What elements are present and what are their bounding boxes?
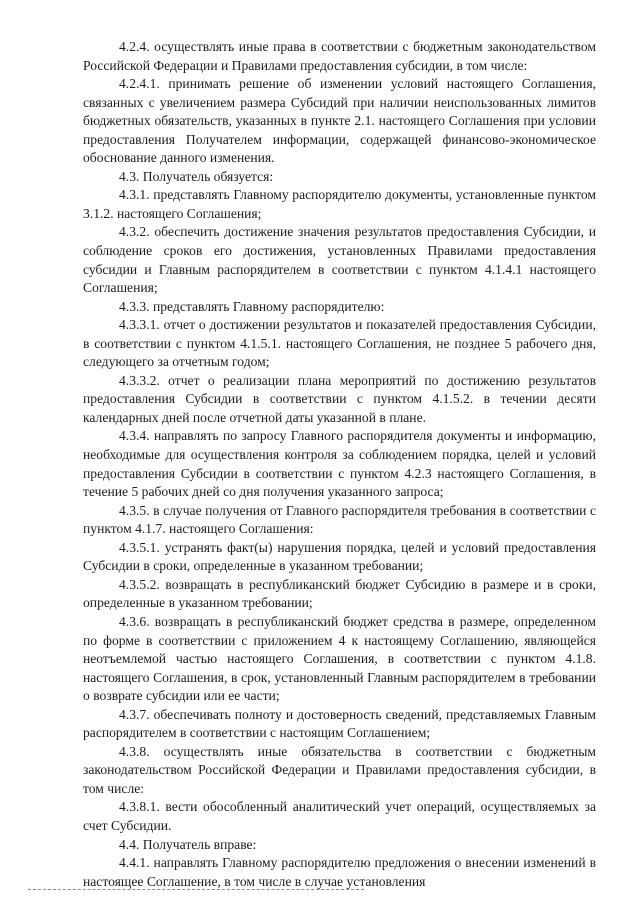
paragraph-4-3-2: 4.3.2. обеспечить достижение значения результатов предоставления Субсидии, и соблюдение сроков его достижения, установленных Правилами предоставления субсидии и Главным распорядителем в соответствии с пунктом 4.1.4.1 настоящего Соглашения; bbox=[83, 224, 596, 296]
paragraph-4-2-4-1: 4.2.4.1. принимать решение об изменении условий настоящего Соглашения, связанных с увеличением размера Субсидий при наличии неиспользованных лимитов бюджетных обязательств, указанных в пункте 2.1. настоящего Соглашения при условии предоставления Получателем информации, содержащей финансово-экономическое обоснование данного изменения. bbox=[83, 76, 596, 166]
paragraph-4-3-3: 4.3.3. представлять Главному распорядителю: bbox=[119, 298, 385, 314]
paragraph-4-3-8: 4.3.8. осуществлять иные обязательства в соответствии с бюджетным законодательством Российской Федерации и Правилами предоставления субсидии, в том числе: bbox=[83, 743, 596, 796]
paragraph-4-3-5-2: 4.3.5.2. возвращать в республиканский бюджет Субсидию в размере и в сроки, определенные в указанном требовании; bbox=[83, 576, 596, 611]
paragraph-4-4: 4.4. Получатель вправе: bbox=[119, 836, 257, 852]
paragraph-4-3-1: 4.3.1. представлять Главному распорядителю документы, установленные пунктом 3.1.2. настоящего Соглашения; bbox=[83, 187, 596, 221]
paragraph-4-3-6: 4.3.6. возвращать в республиканский бюджет средства в размере, определенном по форме в соответствии с приложением 4 к настоящему Соглашению, являющейся неотъемлемой частью настоящего Соглашения, в соответствии с пунктом 4.1.8. настоящего Соглашения, в срок, установленный Главным распорядителем в требовании о возврате субсидии или ее части; bbox=[83, 613, 596, 704]
paragraph-4-3-5: 4.3.5. в случае получения от Главного распорядителя требования в соответствии с пунктом 4.1.7. настоящего Соглашения: bbox=[83, 502, 596, 537]
paragraph-4-2-4: 4.2.4. осуществлять иные права в соответствии с бюджетным законодательством Российской Федерации и Правилами предоставления субсидии, в том числе: bbox=[83, 39, 596, 73]
paragraph-4-3-5-1: 4.3.5.1. устранять факт(ы) нарушения порядка, целей и условий предоставления Субсидии в сроки, определенные в указанном требовании; bbox=[83, 539, 596, 574]
footer-divider bbox=[28, 889, 364, 890]
paragraph-4-3: 4.3. Получатель обязуется: bbox=[119, 168, 274, 184]
paragraph-4-3-3-2: 4.3.3.2. отчет о реализации плана мероприятий по достижению результатов предоставления Субсидии в соответствии с пунктом 4.1.5.2. в течении десяти календарных дней после отчетной даты указанной в плане. bbox=[83, 372, 596, 425]
paragraph-4-3-3-1: 4.3.3.1. отчет о достижении результатов и показателей предоставления Субсидии, в соответствии с пунктом 4.1.5.1. настоящего Соглашения, не позднее 5 рабочего дня, следующего за отчетным годом; bbox=[83, 317, 596, 370]
paragraph-4-3-7: 4.3.7. обеспечивать полноту и достоверность сведений, представляемых Главным распорядителем в соответствии с настоящим Соглашением; bbox=[83, 706, 596, 741]
paragraph-4-4-1: 4.4.1. направлять Главному распорядителю предложения о внесении изменений в настоящее Соглашение, в том числе в случае установления bbox=[83, 855, 596, 889]
paragraph-4-3-8-1: 4.3.8.1. вести обособленный аналитический учет операций, осуществляемых за счет Субсидии. bbox=[83, 799, 596, 833]
document-body bbox=[83, 38, 596, 891]
paragraph-4-3-4: 4.3.4. направлять по запросу Главного распорядителя документы и информацию, необходимые для осуществления контроля за соблюдением порядка, целей и условий предоставления Субсидии в соответствии с пунктом 4.2.3 настоящего Соглашения, в течение 5 рабочих дней со дня получения указанного запроса; bbox=[83, 428, 596, 500]
